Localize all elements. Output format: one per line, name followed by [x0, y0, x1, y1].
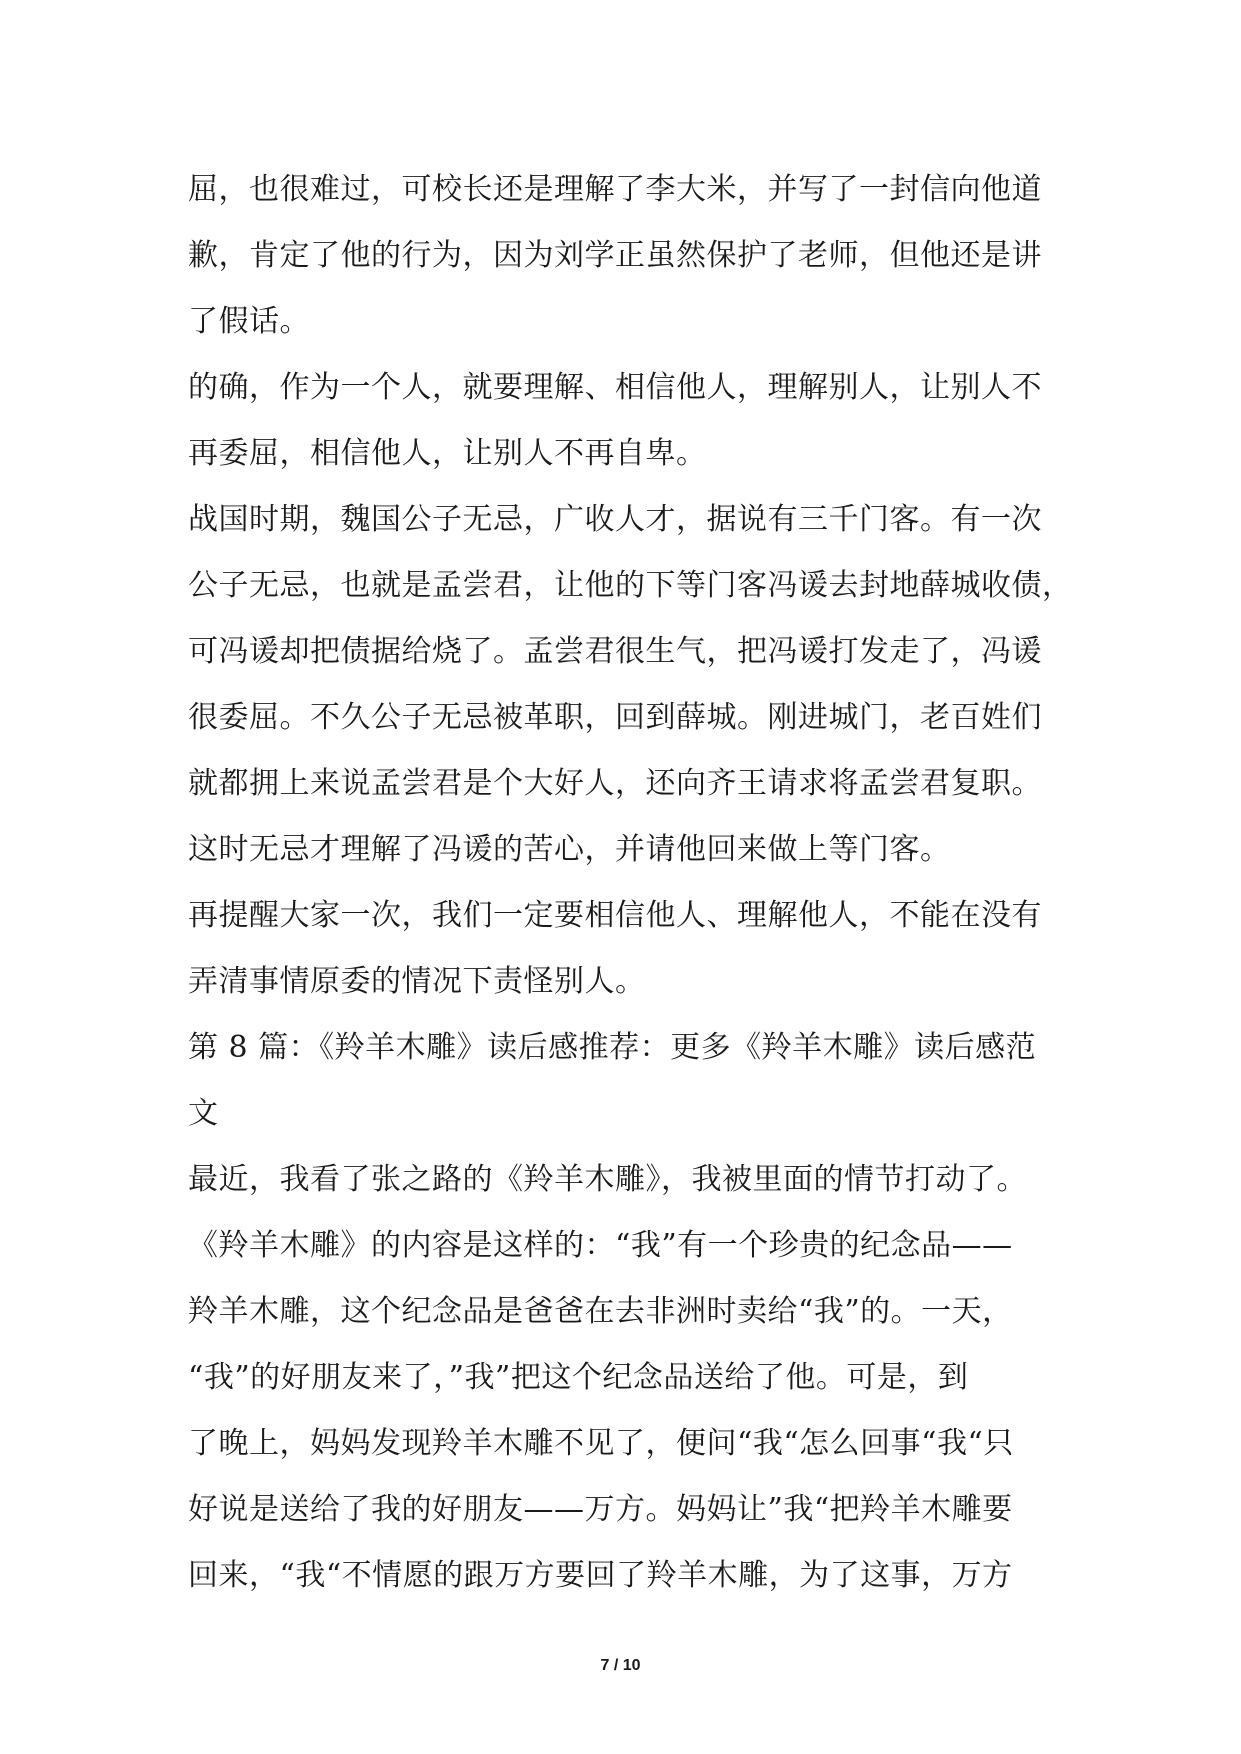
- text-line: 回来，“我“不情愿的跟万方要回了羚羊木雕，为了这事，万方: [188, 1558, 1013, 1593]
- text-line: 羚羊木雕，这个纪念品是爸爸在去非洲时卖给“我”的。一天，: [188, 1294, 1013, 1329]
- section-heading-line: 文: [188, 1096, 219, 1131]
- text-line: 好说是送给了我的好朋友——万方。妈妈让”我“把羚羊木雕要: [188, 1492, 1013, 1527]
- text-line: 歉，肯定了他的行为，因为刘学正虽然保护了老师，但他还是讲: [188, 238, 1042, 273]
- text-line: 可冯谖却把债据给烧了。孟尝君很生气，把冯谖打发走了，冯谖: [188, 634, 1042, 669]
- section-heading-line: 第 8 篇：《羚羊木雕》读后感推荐：更多《羚羊木雕》读后感范: [188, 1030, 1037, 1065]
- text-line: 《羚羊木雕》的内容是这样的：“我”有一个珍贵的纪念品——: [188, 1228, 1013, 1263]
- page-number: 7 / 10: [600, 1657, 641, 1674]
- text-line: 再委屈，相信他人，让别人不再自卑。: [188, 436, 707, 471]
- text-line: 再提醒大家一次，我们一定要相信他人、理解他人，不能在没有: [188, 898, 1042, 933]
- text-line: 的确，作为一个人，就要理解、相信他人，理解别人，让别人不: [188, 370, 1042, 405]
- text-line: 弄清事情原委的情况下责怪别人。: [188, 964, 646, 999]
- text-line: 就都拥上来说孟尝君是个大好人，还向齐王请求将孟尝君复职。: [188, 766, 1042, 801]
- text-line: 了晚上，妈妈发现羚羊木雕不见了，便问“我“怎么回事“我“只: [188, 1426, 1014, 1461]
- text-line: 了假话。: [188, 304, 310, 339]
- text-line: 屈，也很难过，可校长还是理解了李大米，并写了一封信向他道: [188, 172, 1042, 207]
- text-line: 很委屈。不久公子无忌被革职，回到薛城。刚进城门，老百姓们: [188, 700, 1042, 735]
- text-line: 这时无忌才理解了冯谖的苦心，并请他回来做上等门客。: [188, 832, 951, 867]
- text-line: 战国时期，魏国公子无忌，广收人才，据说有三千门客。有一次: [188, 502, 1042, 537]
- body-text: [188, 157, 1073, 1609]
- text-line: “我”的好朋友来了，”我”把这个纪念品送给了他。可是，到: [188, 1360, 969, 1395]
- text-line: 公子无忌，也就是孟尝君，让他的下等门客冯谖去封地薛城收债，: [188, 568, 1073, 603]
- text-line: 最近，我看了张之路的《羚羊木雕》，我被里面的情节打动了。: [188, 1162, 1027, 1197]
